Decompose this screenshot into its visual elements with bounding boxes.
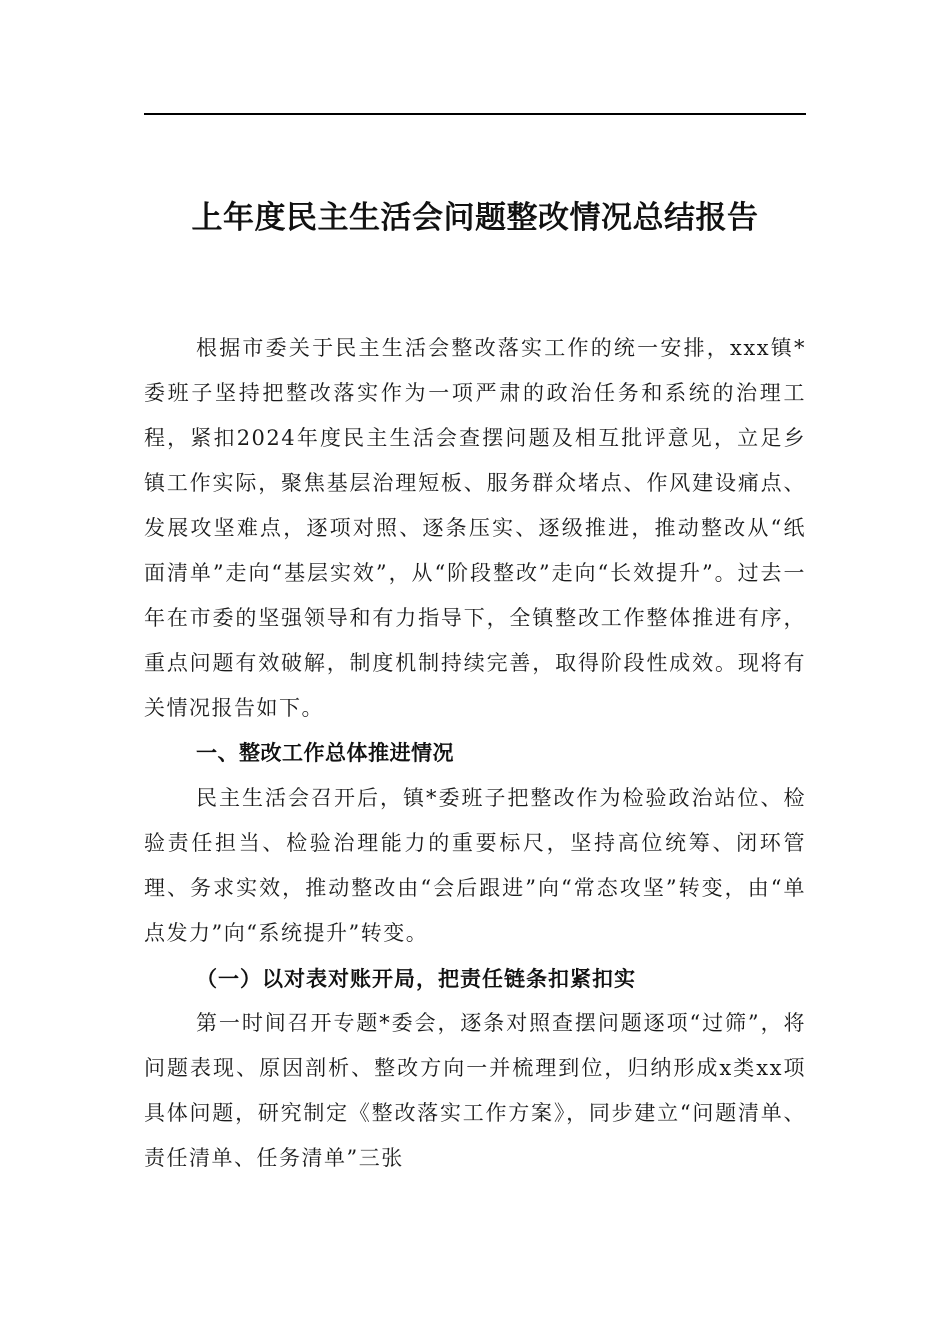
header-rule xyxy=(144,113,806,115)
subsection-paragraph: 第一时间召开专题*委会，逐条对照查摆问题逐项“过筛”，将问题表现、原因剖析、整改方向一并梳理到位，归纳形成x类xx项具体问题，研究制定《整改落实工作方案》，同步建立“问题清单、责任清单、任务清单”三张 xyxy=(144,1011,806,1170)
subsection-heading: （一）以对表对账开局，把责任链条扣紧扣实 xyxy=(196,966,636,991)
section-heading: 一、整改工作总体推进情况 xyxy=(196,741,454,765)
section-paragraph: 民主生活会召开后，镇*委班子把整改作为检验政治站位、检验责任担当、检验治理能力的重要标尺，坚持高位统筹、闭环管理、务求实效，推动整改由“会后跟进”向“常态攻坚”转变，由“单点发力”向“系统提升”转变。 xyxy=(144,786,806,945)
document-title: 上年度民主生活会问题整改情况总结报告 xyxy=(191,200,759,236)
document-body xyxy=(144,326,806,1181)
intro-paragraph: 根据市委关于民主生活会整改落实工作的统一安排，xxx镇*委班子坚持把整改落实作为一项严肃的政治任务和系统的治理工程，紧扣2024年度民主生活会查摆问题及相互批评意见，立足乡镇工作实际，聚焦基层治理短板、服务群众堵点、作风建设痛点、发展攻坚难点，逐项对照、逐条压实、逐级推进，推动整改从“纸面清单”走向“基层实效”，从“阶段整改”走向“长效提升”。过去一年在市委的坚强领导和有力指导下，全镇整改工作整体推进有序，重点问题有效破解，制度机制持续完善，取得阶段性成效。现将有关情况报告如下。 xyxy=(144,336,806,720)
